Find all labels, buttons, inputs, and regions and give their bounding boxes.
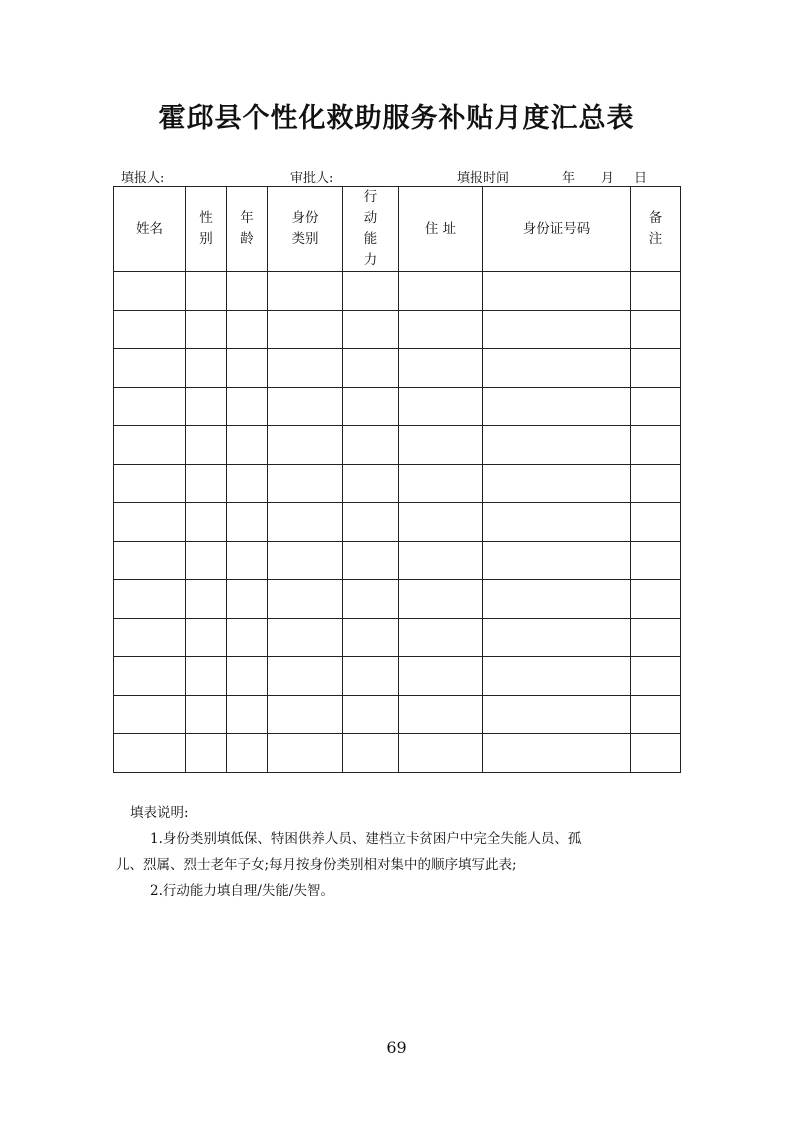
table-cell[interactable] (186, 349, 227, 388)
table-cell[interactable] (268, 657, 343, 696)
table-cell[interactable] (399, 310, 483, 349)
table-cell[interactable] (631, 426, 681, 465)
table-cell[interactable] (186, 618, 227, 657)
table-cell[interactable] (227, 272, 268, 311)
table-cell[interactable] (631, 464, 681, 503)
column-header-line: 注 (648, 231, 663, 247)
table-cell[interactable] (343, 503, 399, 542)
approver-label: 审批人: (290, 171, 334, 186)
column-header-line: 行 (363, 189, 378, 205)
table-cell[interactable] (399, 503, 483, 542)
table-cell[interactable] (631, 349, 681, 388)
year-label: 年 (562, 171, 576, 186)
column-header-line: 身份证号码 (522, 220, 591, 237)
table-cell[interactable] (631, 387, 681, 426)
table-cell[interactable] (343, 349, 399, 388)
table-cell[interactable] (114, 426, 186, 465)
table-cell[interactable] (399, 580, 483, 619)
table-cell[interactable] (268, 387, 343, 426)
instruction-item-1-continued: 儿、烈属、烈士老年子女;每月按身份类别相对集中的顺序填写此表; (116, 857, 517, 873)
table-cell[interactable] (227, 310, 268, 349)
table-cell[interactable] (483, 503, 631, 542)
table-cell[interactable] (631, 580, 681, 619)
table-row (114, 734, 681, 773)
table-cell[interactable] (186, 387, 227, 426)
table-cell[interactable] (227, 503, 268, 542)
table-cell[interactable] (483, 541, 631, 580)
table-cell[interactable] (268, 310, 343, 349)
table-cell[interactable] (268, 580, 343, 619)
table-cell[interactable] (631, 541, 681, 580)
table-row (114, 310, 681, 349)
table-cell[interactable] (227, 541, 268, 580)
column-header-8 (631, 187, 681, 272)
instruction-item-2: 2.行动能力填自理/失能/失智。 (150, 883, 334, 899)
table-cell[interactable] (343, 272, 399, 311)
table-cell[interactable] (114, 503, 186, 542)
table-row (114, 349, 681, 388)
table-cell[interactable] (114, 734, 186, 773)
column-header-line: 年 (240, 210, 254, 226)
table-cell[interactable] (483, 272, 631, 311)
column-header-line: 性 (199, 210, 213, 226)
table-cell[interactable] (483, 734, 631, 773)
fill-time-label: 填报时间 (457, 171, 510, 186)
table-cell[interactable] (399, 657, 483, 696)
table-cell[interactable] (186, 310, 227, 349)
table-cell[interactable] (483, 464, 631, 503)
table-cell[interactable] (343, 657, 399, 696)
table-cell[interactable] (343, 387, 399, 426)
table-cell[interactable] (399, 734, 483, 773)
table-cell[interactable] (268, 349, 343, 388)
table-cell[interactable] (631, 695, 681, 734)
table-cell[interactable] (227, 695, 268, 734)
table-cell[interactable] (631, 503, 681, 542)
column-header-line: 力 (363, 252, 378, 268)
table-cell[interactable] (186, 426, 227, 465)
page-number: 69 (386, 1038, 407, 1057)
table-cell[interactable] (114, 580, 186, 619)
table-cell[interactable] (483, 657, 631, 696)
table-cell[interactable] (399, 272, 483, 311)
table-cell[interactable] (186, 695, 227, 734)
table-header-row (114, 187, 681, 272)
table-cell[interactable] (227, 657, 268, 696)
table-cell[interactable] (483, 349, 631, 388)
table-cell[interactable] (399, 695, 483, 734)
table-row (114, 657, 681, 696)
table-cell[interactable] (227, 464, 268, 503)
table-cell[interactable] (399, 387, 483, 426)
table-cell[interactable] (186, 580, 227, 619)
column-header-line: 姓名 (136, 220, 163, 237)
table-cell[interactable] (114, 387, 186, 426)
table-cell[interactable] (114, 464, 186, 503)
table-cell[interactable] (483, 426, 631, 465)
column-header-3 (227, 187, 268, 272)
column-header-line: 动 (363, 210, 378, 226)
table-cell[interactable] (227, 349, 268, 388)
table-cell[interactable] (343, 464, 399, 503)
table-cell[interactable] (114, 349, 186, 388)
column-header-line: 住 址 (424, 220, 457, 237)
day-label: 日 (634, 171, 648, 186)
column-header-line: 身份 (291, 210, 319, 226)
column-header-4 (268, 187, 343, 272)
column-header-line: 能 (363, 231, 378, 247)
table-cell[interactable] (186, 464, 227, 503)
table-cell[interactable] (399, 541, 483, 580)
table-cell[interactable] (268, 695, 343, 734)
table-cell[interactable] (186, 503, 227, 542)
column-header-2 (186, 187, 227, 272)
table-cell[interactable] (483, 580, 631, 619)
table-cell[interactable] (268, 426, 343, 465)
table-row (114, 541, 681, 580)
table-cell[interactable] (268, 618, 343, 657)
table-cell[interactable] (399, 349, 483, 388)
instructions (116, 800, 681, 904)
table-cell[interactable] (186, 657, 227, 696)
page-title: 霍邱县个性化救助服务补贴月度汇总表 (158, 103, 635, 134)
table-cell[interactable] (268, 734, 343, 773)
instructions-heading: 填表说明: (130, 805, 189, 821)
table-cell[interactable] (399, 464, 483, 503)
column-header-7 (483, 187, 631, 272)
column-header-line: 备 (648, 210, 663, 226)
table-cell[interactable] (483, 310, 631, 349)
table-cell[interactable] (227, 426, 268, 465)
table-cell[interactable] (114, 272, 186, 311)
table-cell[interactable] (227, 580, 268, 619)
table-row (114, 618, 681, 657)
table-cell[interactable] (114, 695, 186, 734)
table-cell[interactable] (268, 272, 343, 311)
table-cell[interactable] (114, 541, 186, 580)
column-header-line: 龄 (240, 231, 254, 247)
table-cell[interactable] (268, 503, 343, 542)
table-cell[interactable] (631, 657, 681, 696)
table-cell[interactable] (227, 734, 268, 773)
table-cell[interactable] (114, 310, 186, 349)
table-body (114, 272, 681, 773)
table-cell[interactable] (399, 426, 483, 465)
table-cell[interactable] (631, 734, 681, 773)
table-cell[interactable] (343, 541, 399, 580)
table-row (114, 580, 681, 619)
table-row (114, 387, 681, 426)
table-cell[interactable] (399, 618, 483, 657)
table-cell[interactable] (631, 272, 681, 311)
table-cell[interactable] (186, 541, 227, 580)
column-header-line: 类别 (291, 231, 319, 247)
table-cell[interactable] (186, 734, 227, 773)
table-cell[interactable] (114, 657, 186, 696)
column-header-6 (399, 187, 483, 272)
table-cell[interactable] (343, 426, 399, 465)
table-cell[interactable] (343, 580, 399, 619)
table-cell[interactable] (343, 310, 399, 349)
table-row (114, 426, 681, 465)
table-cell[interactable] (483, 618, 631, 657)
table-cell[interactable] (343, 695, 399, 734)
filler-label: 填报人: (121, 171, 165, 186)
table-cell[interactable] (186, 272, 227, 311)
table-cell[interactable] (227, 387, 268, 426)
table-cell[interactable] (631, 310, 681, 349)
table-row (114, 695, 681, 734)
column-header-5 (343, 187, 399, 272)
column-header-1 (114, 187, 186, 272)
table-row (114, 464, 681, 503)
table-cell[interactable] (114, 618, 186, 657)
summary-table (113, 186, 681, 773)
instruction-item-1: 1.身份类别填低保、特困供养人员、建档立卡贫困户中完全失能人员、孤 (150, 831, 582, 847)
month-label: 月 (601, 171, 615, 186)
table-cell[interactable] (343, 618, 399, 657)
table-cell[interactable] (227, 618, 268, 657)
table-cell[interactable] (483, 387, 631, 426)
table-cell[interactable] (631, 618, 681, 657)
table-row (114, 272, 681, 311)
table-cell[interactable] (268, 541, 343, 580)
table-cell[interactable] (268, 464, 343, 503)
table-cell[interactable] (483, 695, 631, 734)
table-row (114, 503, 681, 542)
column-header-line: 别 (199, 231, 213, 247)
table-cell[interactable] (343, 734, 399, 773)
